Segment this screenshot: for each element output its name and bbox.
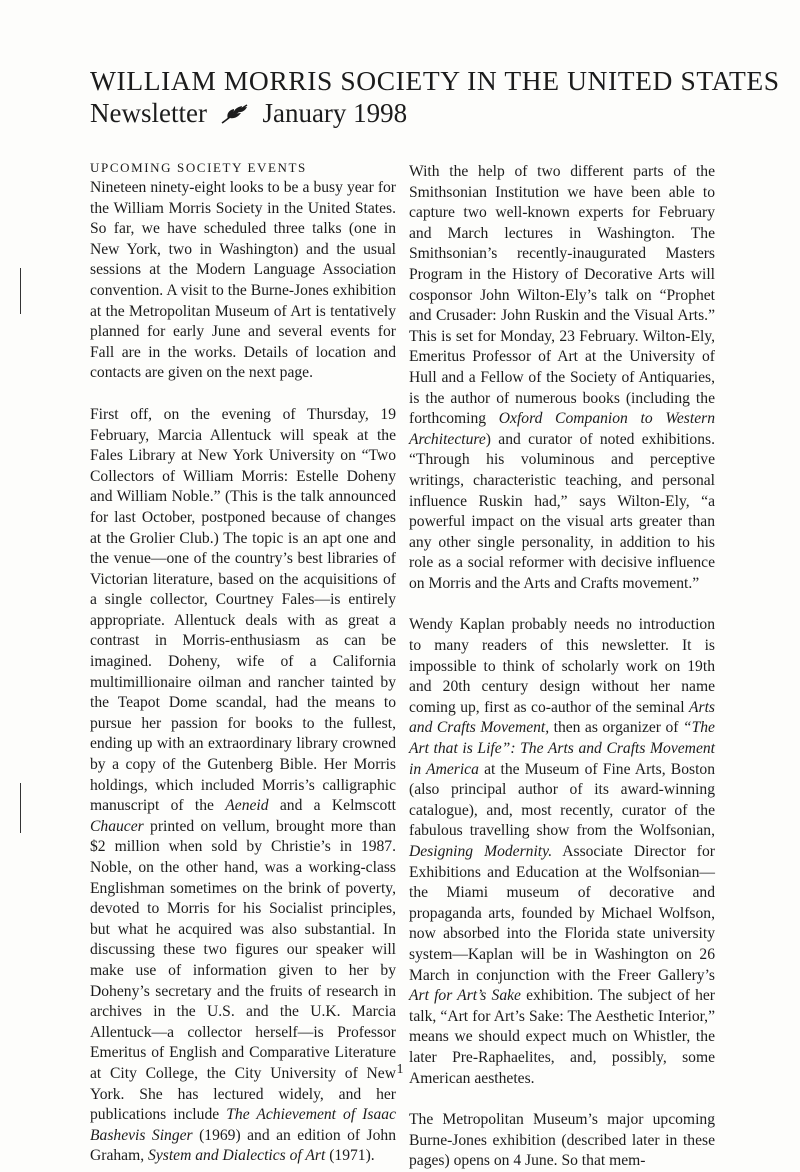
title-graham: System and Dialectics of Art bbox=[148, 1147, 326, 1165]
allentuck-paragraph bbox=[90, 405, 396, 1167]
text-run: printed on vellum, brought more than $2 million when sold by Christie’s in 1987. Noble, on the other hand, was a working-class Englishman sometimes on the brink of poverty, devoted to Morris for his Socialist principles, but what he acquired was also substantial. In discussing these two figures our speaker will make use of information given to her by Doheny’s secretary and the fruits of research in archives in the U.S. and the U.K. Marcia Allentuck—a collector herself—is Professor Emeritus of English and Comparative Literature at City College, the City University of New York. She has lectured widely, and her publications include bbox=[90, 817, 396, 1124]
text-run: and a Kelmscott bbox=[279, 797, 396, 815]
title-designing-modernity: Designing Modernity. bbox=[409, 843, 553, 860]
leaf-ornament-icon bbox=[220, 101, 250, 131]
newsletter-line bbox=[90, 98, 750, 131]
text-run: (1971). bbox=[329, 1147, 375, 1165]
kaplan-paragraph bbox=[409, 615, 715, 1089]
title-oxford-companion: Oxford Companion to Western Architecture bbox=[409, 410, 715, 448]
society-title: WILLIAM MORRIS SOCIETY IN THE UNITED STATES bbox=[90, 65, 780, 96]
intro-paragraph: Nineteen ninety-eight looks to be a busy year for the William Morris Society in the United States. So far, we have scheduled three talks (one in New York, two in Washington) and the usual sessions at the Modern Language Association convention. A visit to the Burne-Jones exhibition at the Metropolitan Museum of Art is tentatively planned for early June and several events for Fall are in the works. Details of location and contacts are given on the next page. bbox=[90, 179, 396, 382]
right-column bbox=[409, 162, 715, 1172]
title-art-that-is-life: “The Art that is Life”: The Arts and Crafts Movement in America bbox=[409, 719, 715, 778]
title-singer: The Achievement of Isaac Bashevis Singer bbox=[90, 1106, 396, 1144]
text-run: First off, on the evening of Thursday, 19 February, Marcia Allentuck will speak at the Fales Library at New York University on “Two Collectors of William Morris: Estelle Doheny and William Noble.” (This is the talk announced for last October, postponed because of changes at the Grolier Club.) The topic is an apt one and the venue—one of the country’s best libraries of Victorian literature, based on the acquisitions of a single collector, Courtney Fales—is entirely appropriate. Allentuck deals with as great a contrast in Morris-enthusiasm as can be imagined. Doheny, wife of a California multimillionaire oilman and rancher tainted by the Teapot Dome scandal, had the means to pursue her passion for books to the fullest, ending up with an extraordinary library crowned by a copy of the Gutenberg Bible. Her Morris holdings, which included Morris’s calligraphic manuscript of the bbox=[90, 405, 396, 815]
title-aeneid: Aeneid bbox=[225, 797, 269, 815]
title-chaucer: Chaucer bbox=[90, 817, 144, 835]
text-run: (1969) and an edition of John Graham, bbox=[90, 1126, 396, 1165]
issue-date: January 1998 bbox=[262, 98, 408, 128]
masthead bbox=[90, 65, 780, 131]
text-run: at the Museum of Fine Arts, Boston (also principal author of its award-winning catalogue), and, most recently, curator of the fabulous travelling show from the Wolfsonian, bbox=[409, 760, 715, 840]
margin-mark bbox=[20, 268, 21, 314]
section-heading: UPCOMING SOCIETY EVENTS bbox=[90, 160, 307, 175]
text-run: Associate Director for Exhibitions and Education at the Wolfsonian—the Miami museum of decorative and propaganda arts, founded by Michael Wolfson, now absorbed into the Florida state university system—Kaplan will be in Washington on 26 March in conjunction with the Freer Gallery’s bbox=[409, 843, 715, 984]
newsletter-label: Newsletter bbox=[90, 98, 207, 128]
text-run: With the help of two different parts of the Smithsonian Institution we have been able to capture two well-known experts for February and March lectures in Washington. The Smithsonian’s recently-inaugurated Masters Program in the History of Decorative Arts will cosponsor John Wilton-Ely’s talk on “Prophet and Crusader: John Ruskin and the Visual Arts.” This is set for Monday, 23 February. Wilton-Ely, Emeritus Professor of Art at the University of Hull and a Fellow of the Society of Antiquaries, is the author of numerous books (including the forthcoming bbox=[409, 163, 715, 428]
page-number: 1 bbox=[396, 1062, 404, 1077]
met-museum-paragraph: The Metropolitan Museum’s major upcoming Burne-Jones exhibition (described later in these pages) opens on 4 June. So that mem- bbox=[409, 1111, 715, 1170]
left-column bbox=[90, 158, 396, 1167]
text-run: Wendy Kaplan probably needs no introduction to many readers of this newsletter. It is impossible to think of scholarly work on 19th and 20th century design without her name coming up, first as co-author of the seminal bbox=[409, 616, 715, 716]
title-art-for-arts-sake: Art for Art’s Sake bbox=[409, 987, 521, 1005]
text-run: then as organizer of bbox=[553, 719, 679, 737]
title-arts-crafts: Arts and Crafts Movement, bbox=[409, 698, 715, 737]
margin-mark bbox=[20, 783, 21, 833]
text-run: exhibition. The subject of her talk, “Art for Art’s Sake: The Aesthetic Interior,” means we should expect much on Whistler, the later Pre-Raphaelites, and, possibly, some American aesthetes. bbox=[409, 987, 715, 1087]
wilton-ely-paragraph bbox=[409, 162, 715, 594]
text-run: ) and curator of noted exhibitions. “Through his voluminous and perceptive writings, characteristic teaching, and personal influence Ruskin had,” says Wilton-Ely, “a powerful impact on the visual arts greater than any other single personality, in addition to his role as a social reformer with decisive influence on Morris and the Arts and Crafts movement.” bbox=[409, 430, 715, 592]
